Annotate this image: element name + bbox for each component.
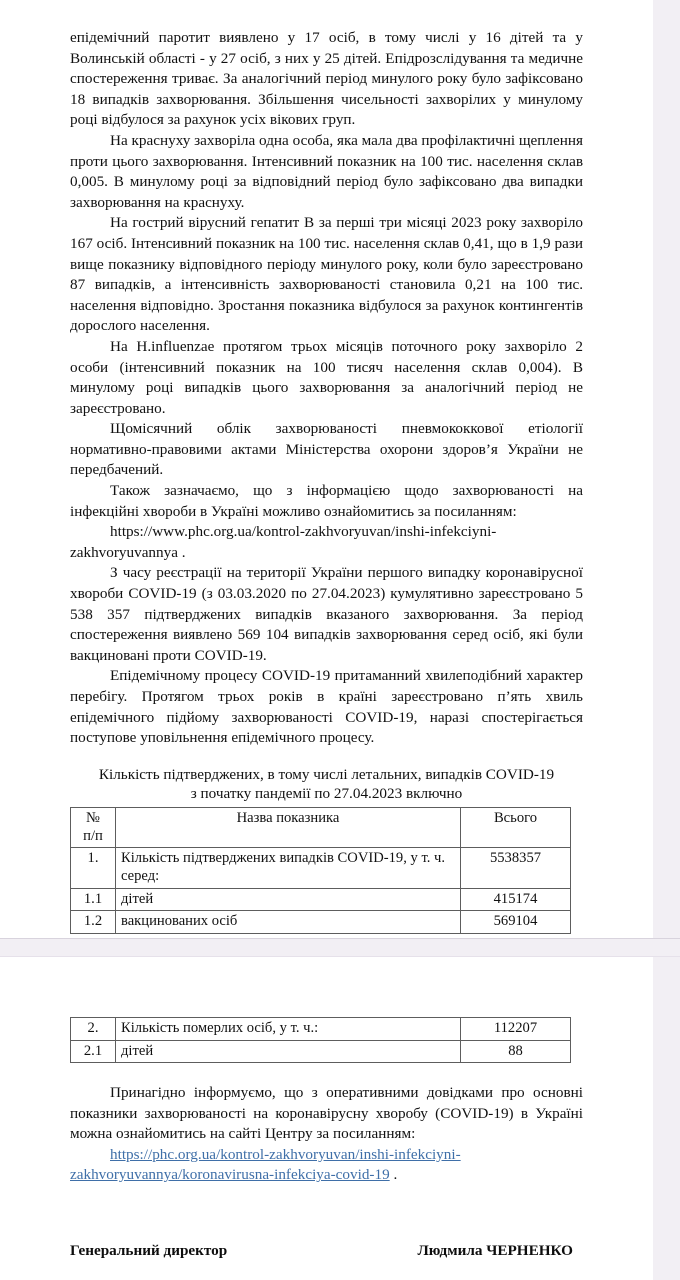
table-caption-line-1: Кількість підтверджених, в тому числі летальних, випадків COVID-19 bbox=[98, 765, 555, 783]
table-header-row bbox=[71, 807, 571, 847]
page-break-separator bbox=[0, 938, 680, 957]
table-cell-total: 569104 bbox=[461, 911, 571, 934]
table-row bbox=[71, 888, 571, 911]
table-header-number bbox=[71, 807, 116, 847]
document-page-2 bbox=[0, 957, 653, 1280]
table-header-total: Всього bbox=[461, 807, 571, 847]
signature-name: Людмила ЧЕРНЕНКО bbox=[417, 1241, 573, 1259]
table-cell-total: 88 bbox=[461, 1040, 571, 1063]
table-row bbox=[71, 1018, 571, 1041]
paragraph-pneumococcal: Щомісячний облік захворюваності пневмококкової етіології нормативно-правовими актами Міністерства охорони здоров’я України не передбачений. bbox=[70, 420, 583, 479]
table-cell-indicator-name: вакцинованих осіб bbox=[116, 911, 461, 934]
plain-url-text: https://www.phc.org.ua/kontrol-zakhvoryuvan/inshi-infekciyni-zakhvoryuvannya bbox=[70, 523, 497, 561]
paragraph-rubella: На краснуху захворіла одна особа, яка мала два профілактичні щеплення проти цього захворювання. Інтенсивний показник на 100 тис. населення склав 0,005. В минулому році за відповідний період було зафіксовано два випадки захворювання на краснуху. bbox=[70, 131, 583, 211]
covid-deaths-table bbox=[70, 1017, 571, 1063]
table-cell-indicator-name: дітей bbox=[116, 888, 461, 911]
table-cell-indicator-name: дітей bbox=[116, 1040, 461, 1063]
paragraph-mumps: епідемічний паротит виявлено у 17 осіб, в тому числі у 16 дітей та у Волинській області - у 27 осіб, з них у 25 дітей. Епідрозслідування та медичне спостереження триває. За аналогічний період минулого року було зафіксовано 18 випадків захворювання. Збільшення чисельності захворілих у минулому році відбулося за рахунок усіх вікових груп. bbox=[70, 29, 583, 129]
table-header-number-line-2: п/п bbox=[83, 827, 103, 844]
plain-url-trailing-period: . bbox=[177, 543, 186, 561]
table-row bbox=[71, 847, 571, 888]
table-cell-total: 415174 bbox=[461, 888, 571, 911]
signature-block bbox=[70, 1242, 583, 1260]
table-cell-number: 2.1 bbox=[71, 1040, 116, 1063]
paragraph-info-link-lead: Також зазначаємо, що з інформацією щодо захворюваності на інфекційні хвороби в Україні можливо ознайомитись за посиланням: bbox=[70, 482, 583, 520]
table-cell-total: 5538357 bbox=[461, 847, 571, 888]
table-cell-number: 1. bbox=[71, 847, 116, 888]
covid-confirmed-cases-table bbox=[70, 807, 571, 934]
plain-url-infekciyni bbox=[70, 522, 583, 563]
paragraph-reference-lead: Принагідно інформуємо, що з оперативними довідками про основні показники захворюваності на коронавірусну хворобу (COVID-19) в Україні можна ознайомитись на сайті Центру за посиланням: bbox=[70, 1084, 583, 1143]
table-cell-number: 1.2 bbox=[71, 911, 116, 934]
paragraph-covid-waves: Епідемічному процесу COVID-19 притаманний хвилеподібний характер перебігу. Протягом трьох років в країні зареєстровано п’ять хвиль епідемічного підйому захворюваності COVID-19, наразі спостерігається поступове уповільнення епідемічного процесу. bbox=[70, 667, 583, 747]
table-cell-indicator-name: Кількість померлих осіб, у т. ч.: bbox=[116, 1018, 461, 1041]
paragraph-hepatitis-b: На гострий вірусний гепатит В за перші три місяці 2023 року захворіло 167 осіб. Інтенсивний показник на 100 тис. населення склав 0,41, що в 1,9 рази вище показнику відповідного періоду минулого року, коли було зареєстровано 87 випадків, а інтенсивність захворюваності становила 0,21 на 100 тис. населення відповідно. Зростання показника відбулося за рахунок контингентів дорослого населення. bbox=[70, 214, 583, 335]
table-row bbox=[71, 1040, 571, 1063]
hyperlink-paragraph bbox=[70, 1145, 583, 1186]
table-cell-number: 1.1 bbox=[71, 888, 116, 911]
table-caption-line-2: з початку пандемії по 27.04.2023 включно bbox=[190, 784, 463, 802]
table-cell-indicator-name: Кількість підтверджених випадків COVID-19, у т. ч. серед: bbox=[116, 847, 461, 888]
table-caption bbox=[70, 765, 583, 803]
signature-position: Генеральний директор bbox=[70, 1241, 228, 1259]
table-cell-number: 2. bbox=[71, 1018, 116, 1041]
hyperlink-trailing-period: . bbox=[389, 1166, 398, 1184]
table-cell-total: 112207 bbox=[461, 1018, 571, 1041]
paragraph-hinfluenzae: На H.influenzae протягом трьох місяців поточного року захворіло 2 особи (інтенсивний показник на 100 тисяч населення склав 0,004). В минулому році випадків цього захворювання за аналогічний період не зареєстровано. bbox=[70, 337, 583, 417]
table-header-indicator-name: Назва показника bbox=[116, 807, 461, 847]
paragraph-covid-cumulative: З часу реєстрації на території України першого випадку коронавірусної хвороби COVID-19 (з 03.03.2020 по 27.04.2023) кумулятивно зареєстровано 5 538 357 підтверджених випадків вказаного захворювання. За період спостереження виявлено 569 104 випадків захворювання серед осіб, які були вакциновані проти COVID-19. bbox=[70, 564, 583, 664]
table-header-number-line-1: № bbox=[86, 809, 100, 826]
table-row bbox=[71, 911, 571, 934]
covid-reference-link[interactable]: https://phc.org.ua/kontrol-zakhvoryuvan/inshi-infekciyni-zakhvoryuvannya/koronavirusna-infekciya-covid-19 bbox=[70, 1145, 461, 1184]
